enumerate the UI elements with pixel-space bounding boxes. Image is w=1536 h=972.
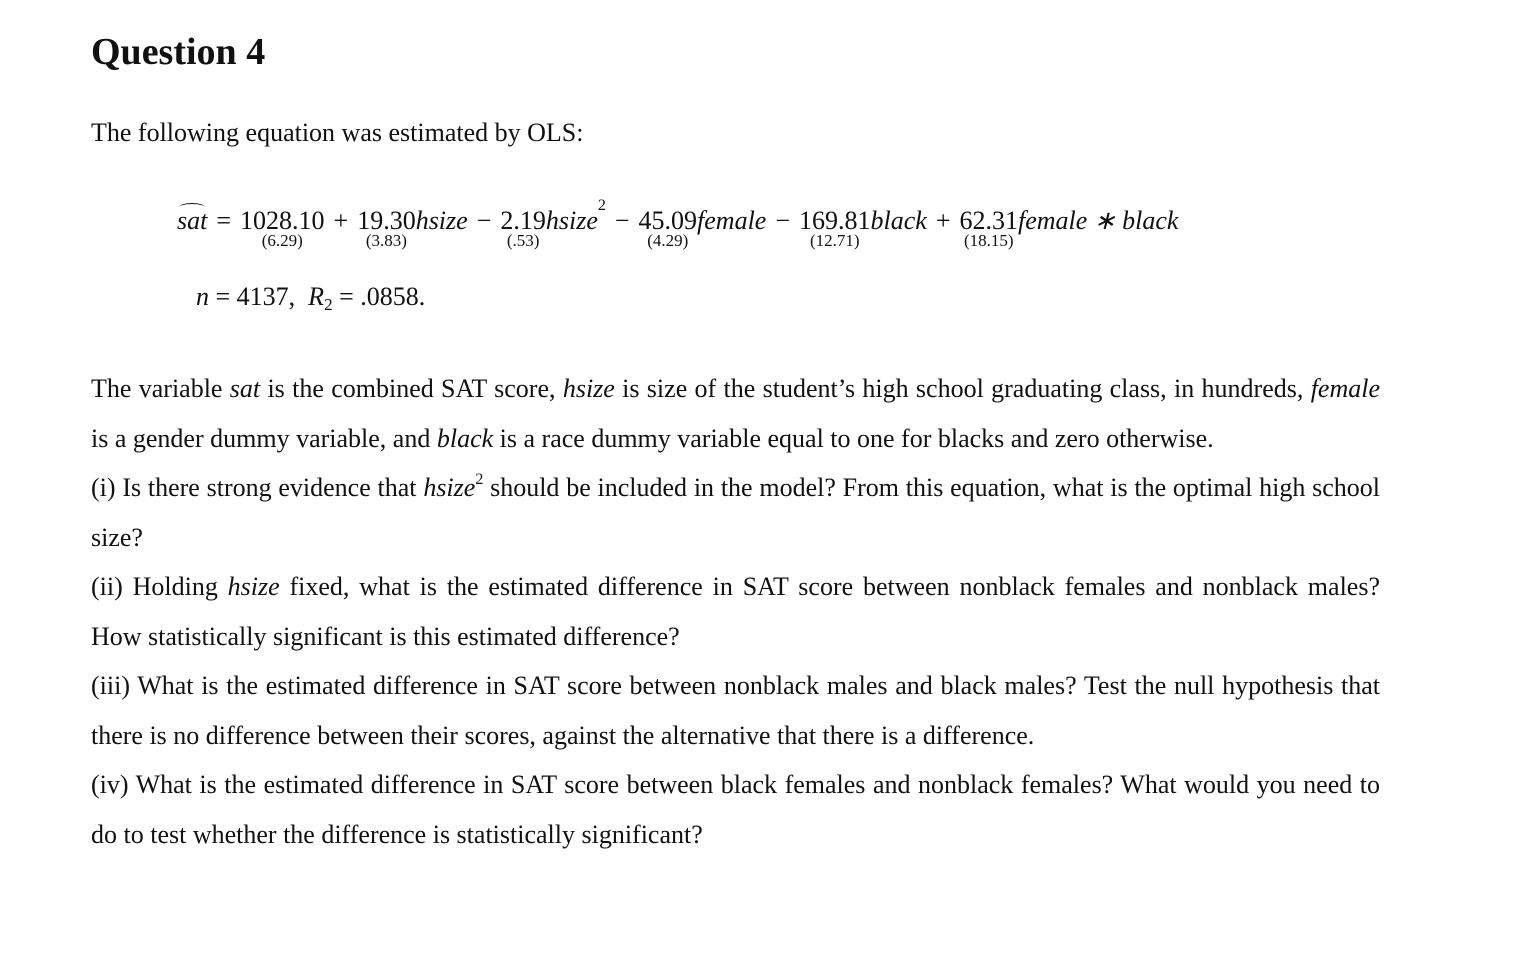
question-part — [91, 760, 1380, 859]
coefficient-stack — [960, 206, 1019, 248]
variable: female — [697, 206, 767, 235]
coefficient: 1028.10 — [240, 206, 325, 235]
standard-error: (.53) — [506, 231, 540, 250]
r-label: R — [308, 282, 325, 311]
operator: − — [476, 206, 492, 235]
text-segment: is a race dummy variable equal to one for blacks and zero otherwise. — [493, 423, 1214, 453]
r-sub: 2 — [324, 295, 333, 314]
operator: + — [333, 206, 349, 235]
variable-name: hsize — [423, 473, 476, 502]
text-segment: should be included in the model? From this equation, what is the optimal high school size? — [91, 473, 1380, 552]
variable: black — [870, 206, 927, 235]
question-part — [91, 463, 1380, 562]
text-segment: The variable — [91, 374, 230, 403]
question-body — [91, 364, 1380, 859]
operator: − — [775, 206, 791, 235]
text-segment: fixed, what is the estimated difference in SAT score between nonblack females and nonblack males? How statistically significant is this estimated difference? — [91, 572, 1380, 651]
variable: hsize — [415, 206, 468, 235]
text-segment: is a gender dummy variable, and — [91, 423, 437, 453]
standard-error: (3.83) — [365, 231, 407, 250]
operator: − — [614, 206, 630, 235]
standard-error: (12.71) — [809, 231, 860, 250]
equation-term — [240, 206, 325, 248]
equals-sign: = — [216, 206, 232, 235]
lhs-sat-hat: sat — [177, 206, 208, 235]
equation-term — [766, 206, 926, 248]
regression-stats — [196, 282, 425, 312]
variable-name: female — [1310, 374, 1380, 403]
coefficient: 62.31 — [959, 206, 1018, 235]
coefficient: 169.81 — [799, 206, 871, 235]
operator: + — [935, 206, 951, 235]
coefficient-stack — [799, 206, 871, 248]
variable-description — [91, 364, 1380, 463]
standard-error: (6.29) — [261, 231, 303, 250]
text-segment: (iii) What is the estimated difference in SAT score between nonblack males and black males? Test the null hypothesis that there is no difference between their scores, against the alternative that there is a difference. — [91, 671, 1380, 750]
standard-error: (18.15) — [963, 231, 1014, 250]
exponent: 2 — [475, 471, 484, 488]
coefficient-stack — [357, 206, 416, 248]
coefficient-stack — [639, 206, 698, 248]
n-label: n — [196, 282, 209, 311]
variable-name: sat — [229, 374, 261, 403]
coefficient: 19.30 — [357, 206, 416, 235]
equation-term — [606, 206, 766, 248]
regression-equation — [177, 197, 1179, 250]
question-part — [91, 661, 1380, 760]
equation-term — [325, 206, 468, 248]
question-title: Question 4 — [91, 31, 266, 73]
question-part — [91, 562, 1380, 661]
r-value: = .0858. — [339, 282, 426, 311]
variable: hsize — [545, 206, 598, 235]
coefficient: 2.19 — [500, 206, 546, 235]
coefficient-stack — [500, 206, 546, 248]
text-segment: is size of the student’s high school graduating class, in hundreds, — [614, 374, 1311, 403]
equation-term: − 2.19 (.53) hsize 2 — [476, 197, 606, 250]
n-value: = 4137, — [215, 282, 296, 311]
coefficient: 45.09 — [638, 206, 698, 235]
variable-name: hsize — [562, 374, 615, 403]
text-segment: (i) Is there strong evidence that — [91, 473, 424, 502]
variable-name: black — [436, 423, 494, 453]
text-segment: (iv) What is the estimated difference in SAT score between black females and nonblack females? What would you need to do to test whether the difference is statistically significant? — [91, 770, 1380, 849]
coefficient-stack — [240, 206, 325, 248]
intro-text: The following equation was estimated by OLS: — [91, 118, 584, 147]
variable-name: hsize — [227, 572, 280, 601]
equation-term — [927, 206, 1179, 248]
text-segment: (ii) Holding — [91, 572, 228, 601]
variable: female ∗ black — [1018, 206, 1179, 235]
standard-error: (4.29) — [647, 231, 689, 250]
text-segment: is the combined SAT score, — [260, 374, 563, 403]
